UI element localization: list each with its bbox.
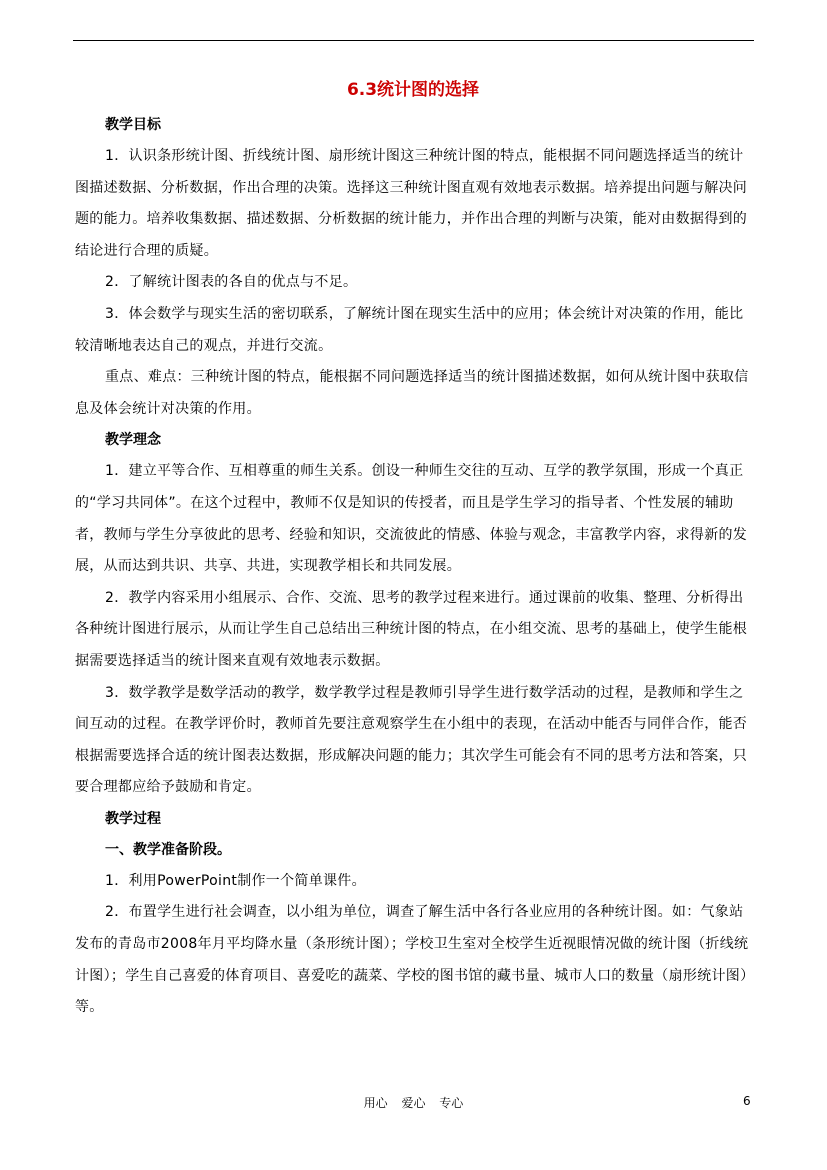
paragraph: 3．体会数学与现实生活的密切联系，了解统计图在现实生活中的应用；体会统计对决策的作用，能比较清晰地表达自己的观点，并进行交流。	[75, 305, 744, 354]
paragraph: 重点、难点：三种统计图的特点，能根据不同问题选择适当的统计图描述数据，如何从统计图中获取信息及体会统计对决策的作用。	[75, 369, 749, 417]
footer-motto: 用心 爱心 专心	[363, 1096, 464, 1110]
subsection-heading: 一、教学准备阶段。	[105, 841, 231, 858]
paragraph: 1．利用PowerPoint制作一个简单课件。	[105, 872, 366, 889]
paragraph: 2．教学内容采用小组展示、合作、交流、思考的教学过程来进行。通过课前的收集、整理、分析得出各种统计图进行展示，从而让学生自己总结出三种统计图的特点，在小组交流、思考的基础上，使学生能根据需要选择适当的统计图来直观有效地表示数据。	[75, 589, 748, 669]
page-number: 6	[743, 1094, 751, 1108]
header-rule	[73, 40, 754, 41]
paragraph: 1．认识条形统计图、折线统计图、扇形统计图这三种统计图的特点，能根据不同问题选择适当的统计图描述数据、分析数据，作出合理的决策。选择这三种统计图直观有效地表示数据。培养提出问题与解决问题的能力。培养收集数据、描述数据、分析数据的统计能力，并作出合理的判断与决策，能对由数据得到的结论进行合理的质疑。	[75, 148, 748, 259]
paragraph: 2．了解统计图表的各自的优点与不足。	[105, 274, 358, 291]
document-body	[75, 76, 751, 1024]
section-heading-process: 教学过程	[105, 810, 161, 827]
document-title: 6.3统计图的选择	[346, 80, 480, 100]
paragraph: 1．建立平等合作、互相尊重的师生关系。创设一种师生交往的互动、互学的教学氛围，形成一个真正的“学习共同体”。在这个过程中，教师不仅是知识的传授者，而且是学生学习的指导者、个性发展的辅助者，教师与学生分享彼此的思考、经验和知识，交流彼此的情感、体验与观念，丰富教学内容，求得新的发展，从而达到共识、共享、共进，实现教学相长和共同发展。	[75, 463, 748, 575]
paragraph: 3．数学教学是数学活动的教学，数学教学过程是教师引导学生进行数学活动的过程，是教师和学生之间互动的过程。在教学评价时，教师首先要注意观察学生在小组中的表现，在活动中能否与同伴合作，能否根据需要选择合适的统计图表达数据，形成解决问题的能力；其次学生可能会有不同的思考方法和答案，只要合理都应给予鼓励和肯定。	[75, 684, 748, 796]
section-heading-objectives: 教学目标	[105, 117, 161, 133]
paragraph: 2．布置学生进行社会调查，以小组为单位，调查了解生活中各行各业应用的各种统计图。如：气象站发布的青岛市2008年月平均降水量（条形统计图）；学校卫生室对全校学生近视眼情况做的统计图（折线统计图）；学生自己喜爱的体育项目、喜爱吃的蔬菜、学校的图书馆的藏书量、城市人口的数量（扇形统计图）等。	[75, 904, 749, 1016]
section-heading-philosophy: 教学理念	[105, 432, 161, 449]
